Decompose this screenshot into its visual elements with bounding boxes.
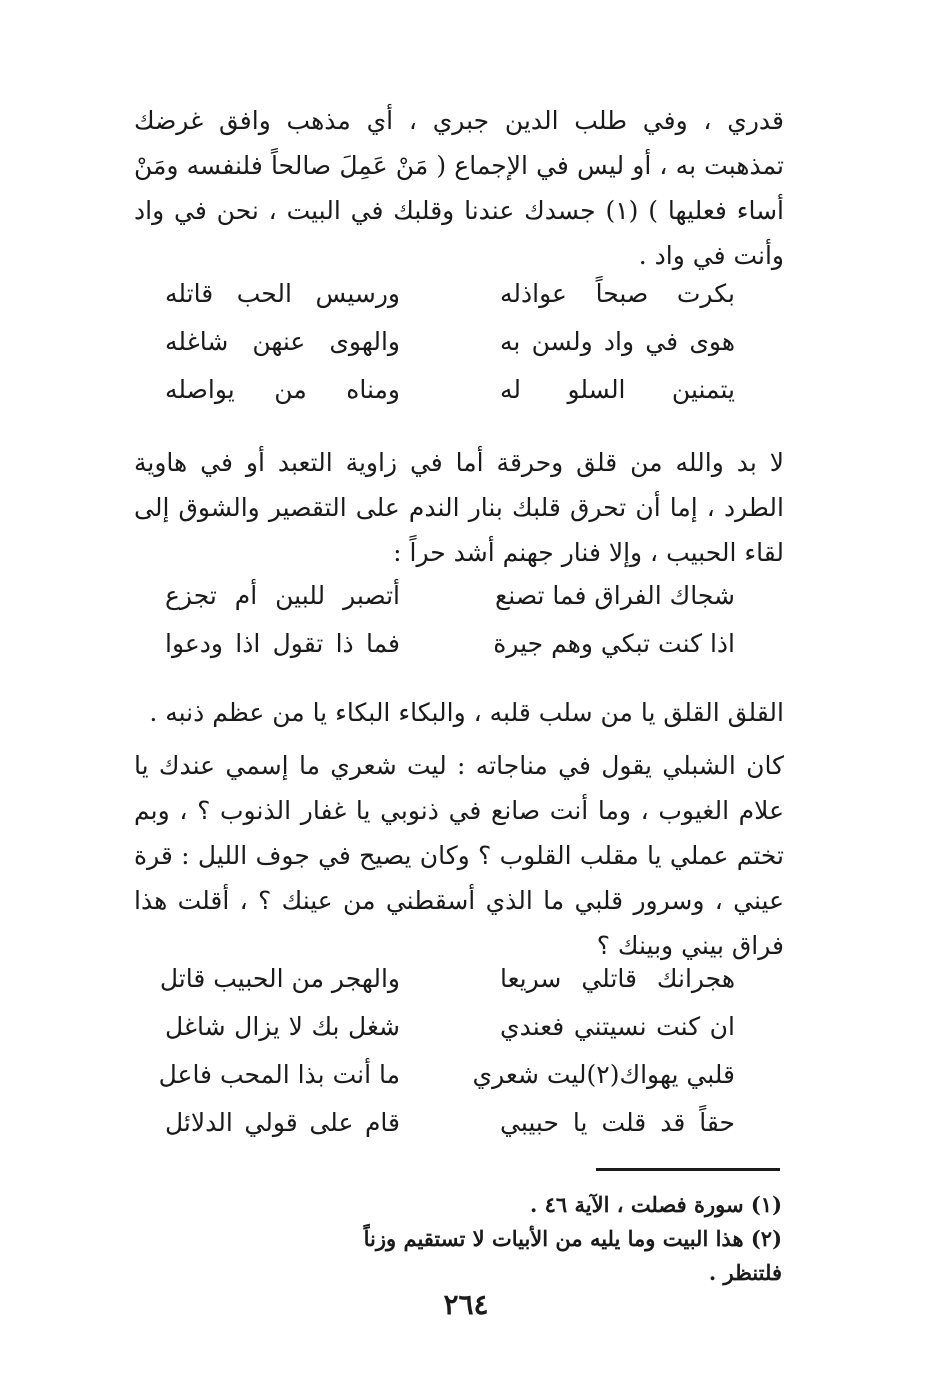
footnote-2: (٢) هذا البيت وما يليه من الأبيات لا تستقيم وزناً فلتنظر . (363, 1226, 782, 1285)
verse-first-hemistich: بكرت صبحاً عواذله (500, 279, 735, 308)
verse-first-hemistich: هوى في واد ولسن به (500, 327, 735, 356)
verse-line (165, 1099, 735, 1147)
verse-second-hemistich: والهجر من الحبيب قاتل (159, 964, 400, 993)
verse-first-hemistich: شجاك الفراق فما تصنع (494, 581, 735, 610)
verse-first-hemistich: اذا كنت تبكي وهم جيرة (493, 629, 735, 658)
verse-line (165, 1003, 735, 1051)
verse-first-hemistich: هجرانك قاتلي سريعا (500, 964, 735, 993)
verse-second-hemistich: شغل بك لا يزال شاغل (165, 1012, 400, 1041)
verse-second-hemistich: والهوى عنهن شاغله (165, 327, 400, 356)
verse-line (165, 572, 735, 620)
verse-second-hemistich: قام على قولي الدلائل (165, 1108, 400, 1137)
verse-second-hemistich: ومناه من يواصله (165, 375, 400, 404)
paragraph-shibli: كان الشبلي يقول في مناجاته : ليت شعري ما إسمي عندك يا علام الغيوب ، وما أنت صانع في ذنوبي يا غفار الذنوب ؟ ، وبم تختم عملي يا مقلب القلوب ؟ وكان يصيح في جوف الليل : قرة عيني ، وسرور قلبي ما الذي أسقطني من عينك ؟ ، أقلت هذا فراق بيني وبينك ؟ (134, 751, 784, 960)
paragraph-qalaq: القلق القلق يا من سلب قلبه ، والبكاء البكاء يا من عظم ذنبه . (149, 698, 784, 727)
verse-second-hemistich: ورسيس الحب قاتله (165, 279, 400, 308)
verse-block-1 (165, 270, 735, 414)
verse-line (165, 270, 735, 318)
verse-block-2 (165, 572, 735, 668)
verse-first-hemistich: ان كنت نسيتني فعندي (500, 1012, 735, 1041)
paragraph-anxiety: لا بد والله من قلق وحرقة أما في زاوية التعبد أو في هاوية الطرد ، إما أن تحرق قلبك بنار الندم على التقصير والشوق إلى لقاء الحبيب ، وإلا فنار جهنم أشد حراً : (134, 448, 784, 567)
verse-first-hemistich: حقاً قد قلت يا حبيبي (500, 1108, 735, 1137)
verse-line (158, 1051, 735, 1099)
paragraph-opening: قدري ، وفي طلب الدين جبري ، أي مذهب وافق غرضك تمذهبت به ، أو ليس في الإجماع ( مَنْ عَمِلَ صالحاً فلنفسه ومَنْ أساء فعليها ) (١) جسدك عندنا وقلبك في البيت ، نحن في واد وأنت في واد . (134, 106, 784, 270)
verse-second-hemistich: أتصبر للبين أم تجزع (165, 581, 400, 610)
verse-block-3 (158, 955, 735, 1147)
verse-line (165, 366, 735, 414)
verse-second-hemistich: ما أنت بذا المحب فاعل (158, 1060, 400, 1089)
footnote-1: (١) سورة فصلت ، الآية ٤٦ . (530, 1192, 782, 1217)
verse-line (165, 318, 735, 366)
verse-second-hemistich: فما ذا تقول اذا ودعوا (165, 629, 400, 658)
verse-line (165, 620, 735, 668)
verse-line (159, 955, 735, 1003)
page-number: ٢٦٤ (443, 1288, 489, 1321)
verse-first-hemistich: قلبي يهواك(٢)ليت شعري (472, 1060, 735, 1089)
footnote-divider (596, 1168, 780, 1171)
verse-first-hemistich: يتمنين السلو له (500, 375, 735, 404)
